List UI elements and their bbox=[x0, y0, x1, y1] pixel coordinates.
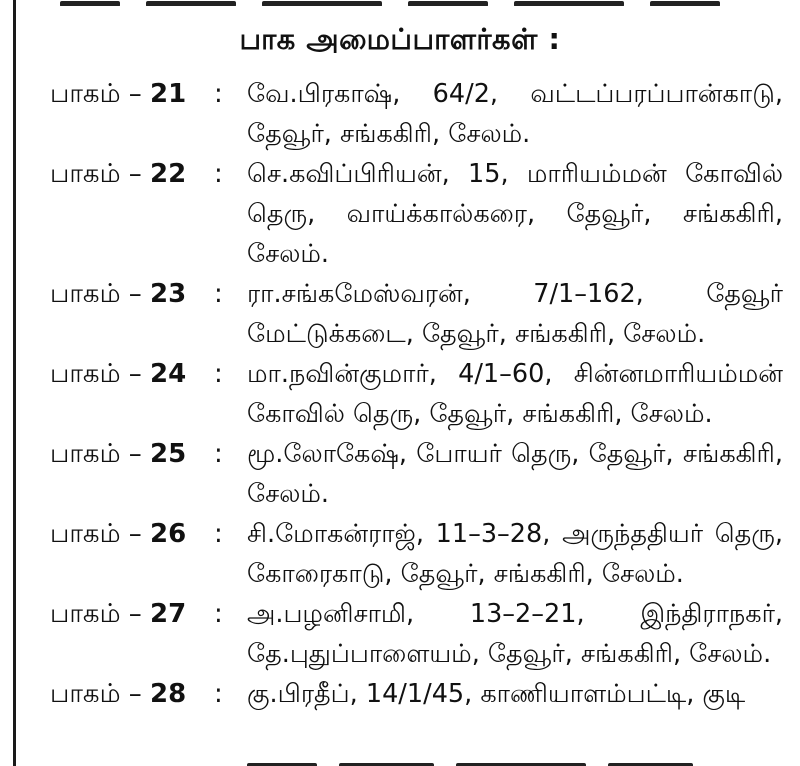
entry-number: 26 bbox=[150, 519, 187, 549]
entry-address: அ.பழனிசாமி, 13–2–21, இந்திராநகர், தே.புதுப்பாளையம், தேவூர், சங்ககிரி, சேலம். bbox=[247, 599, 783, 669]
entry-address: மா.நவின்குமார், 4/1–60, சின்னமாரியம்மன் கோவில் தெரு, தேவூர், சங்ககிரி, சேலம். bbox=[247, 359, 783, 429]
entry-colon: : bbox=[214, 279, 223, 309]
entry-number: 27 bbox=[150, 599, 187, 629]
entry-label: பாகம் – 23 bbox=[50, 279, 187, 309]
entry-label: பாகம் – 27 bbox=[50, 599, 187, 629]
list-item bbox=[0, 274, 800, 354]
entry-address: ரா.சங்கமேஸ்வரன், 7/1–162, தேவூர் மேட்டுக்கடை, தேவூர், சங்ககிரி, சேலம். bbox=[247, 279, 783, 349]
entry-label: பாகம் – 28 bbox=[50, 679, 187, 709]
entry-colon: : bbox=[214, 359, 223, 389]
entry-address: வே.பிரகாஷ், 64/2, வட்டப்பரப்பான்காடு, தேவூர், சங்ககிரி, சேலம். bbox=[247, 79, 783, 149]
entry-colon: : bbox=[214, 79, 223, 109]
list-item bbox=[0, 434, 800, 514]
entry-label: பாகம் – 21 bbox=[50, 79, 187, 109]
list-item bbox=[0, 674, 800, 754]
entry-colon: : bbox=[214, 159, 223, 189]
entry-colon: : bbox=[214, 679, 223, 709]
list-item bbox=[0, 74, 800, 154]
entry-number: 21 bbox=[150, 79, 187, 109]
entry-address: சி.மோகன்ராஜ், 11–3–28, அருந்ததியர் தெரு, கோரைகாடு, தேவூர், சங்ககிரி, சேலம். bbox=[247, 519, 783, 589]
list-item bbox=[0, 154, 800, 274]
cropped-previous-line bbox=[60, 0, 760, 6]
entry-number: 25 bbox=[150, 439, 187, 469]
entry-address: செ.கவிப்பிரியன், 15, மாரியம்மன் கோவில் தெரு, வாய்க்கால்கரை, தேவூர், சங்ககிரி, சேலம். bbox=[247, 159, 783, 269]
entry-address: மூ.லோகேஷ், போயர் தெரு, தேவூர், சங்ககிரி, சேலம். bbox=[247, 439, 783, 509]
entry-colon: : bbox=[214, 519, 223, 549]
list-item bbox=[0, 514, 800, 594]
entry-address: கு.பிரதீப், 14/1/45, காணியாளம்பட்டி, குடி bbox=[247, 679, 746, 709]
entry-colon: : bbox=[214, 439, 223, 469]
entry-number: 24 bbox=[150, 359, 187, 389]
entry-colon: : bbox=[214, 599, 223, 629]
list-item bbox=[0, 354, 800, 434]
entries-list bbox=[0, 74, 800, 754]
entry-label: பாகம் – 22 bbox=[50, 159, 187, 189]
section-heading: பாக அமைப்பாளர்கள் : bbox=[239, 22, 561, 56]
entry-number: 28 bbox=[150, 679, 187, 709]
entry-number: 22 bbox=[150, 159, 187, 189]
list-item bbox=[0, 594, 800, 674]
entry-label: பாகம் – 25 bbox=[50, 439, 187, 469]
entry-number: 23 bbox=[150, 279, 187, 309]
entry-label: பாகம் – 24 bbox=[50, 359, 187, 389]
entry-label: பாகம் – 26 bbox=[50, 519, 187, 549]
cropped-next-line bbox=[247, 754, 747, 766]
